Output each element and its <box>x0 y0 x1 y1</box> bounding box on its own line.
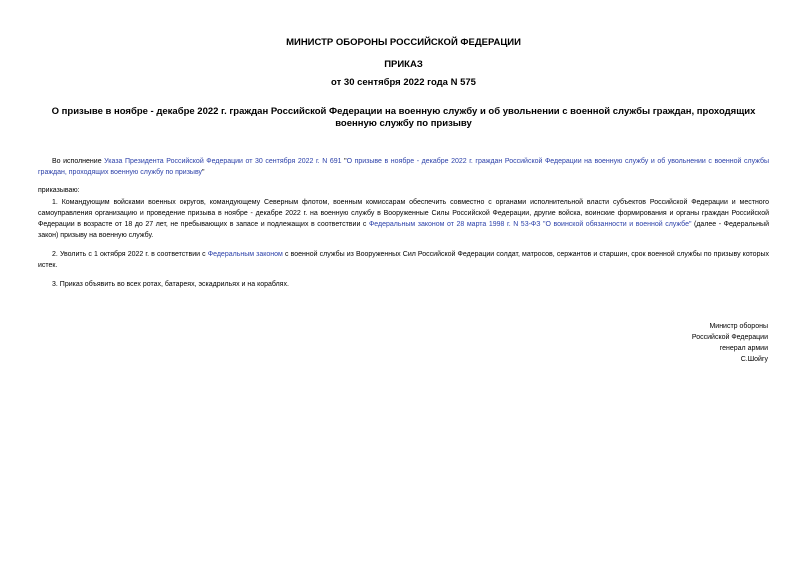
intro-paragraph <box>38 156 769 178</box>
date-number-heading: от 30 сентября 2022 года N 575 <box>331 77 476 88</box>
signature-block <box>692 321 768 365</box>
paragraph-1-text-b: (далее - Федеральный закон) призыву на военную службу. <box>38 221 769 239</box>
signature-name: С.Шойгу <box>740 356 768 363</box>
intro-prefix: Во исполнение <box>52 158 105 165</box>
decree-link[interactable]: Указа Президента Российской Федерации от 30 сентября 2022 г. N 691 <box>104 158 342 165</box>
federal-law-link[interactable]: Федеральным законом от 28 марта 1998 г. N 53-ФЗ "О воинской обязанности и военной службе" <box>368 221 692 228</box>
paragraph-3: 3. Приказ объявить во всех ротах, батареях, эскадрильях и на кораблях. <box>52 281 289 288</box>
doc-type-heading: ПРИКАЗ <box>384 59 423 70</box>
signature-line-1: Министр обороны <box>709 323 768 330</box>
ministry-heading: МИНИСТР ОБОРОНЫ РОССИЙСКОЙ ФЕДЕРАЦИИ <box>286 37 521 48</box>
signature-line-2: Российской Федерации <box>691 334 768 341</box>
intro-mid: " <box>341 158 347 165</box>
paragraph-2-text-b: с военной службы из Вооруженных Сил Российской Федерации солдат, матросов, сержантов и старшин, срок военной службы по призыву которых истек. <box>38 251 769 269</box>
intro-suffix: " <box>202 169 205 176</box>
decree-title-link[interactable]: О призыве в ноябре - декабре 2022 г. граждан Российской Федерации на военную службу и об увольнении с военной службы граждан, проходящих военную службу по призыву <box>38 158 769 176</box>
paragraph-1 <box>38 197 769 241</box>
paragraph-2 <box>38 249 769 271</box>
signature-line-3: генерал армии <box>719 345 768 352</box>
document-title: О призыве в ноябре - декабре 2022 г. граждан Российской Федерации на военную службу и об увольнении с военной службы граждан, проходящих военную службу по призыву <box>51 106 756 129</box>
federal-law-short-link[interactable]: Федеральным законом <box>207 251 283 258</box>
paragraph-1-text-a: 1. Командующим войсками военных округов, командующему Северным флотом, военным комиссарам обеспечить совместно с органами исполнительной власти субъектов Российской Федерации и местного самоуправления организацию и проведение призыва в ноябре - декабре 2022 г. на военную службу в Вооруженные Силы Российской Федерации, другие войска, воинские формирования и органы граждан Российской Федерации в возрасте от 18 до 27 лет, не пребывающих в запасе и подлежащих в соответствии с <box>38 199 769 228</box>
paragraph-2-text-a: 2. Уволить с 1 октября 2022 г. в соответствии с <box>52 251 208 258</box>
prikazyvayu-label: приказываю: <box>38 187 80 194</box>
